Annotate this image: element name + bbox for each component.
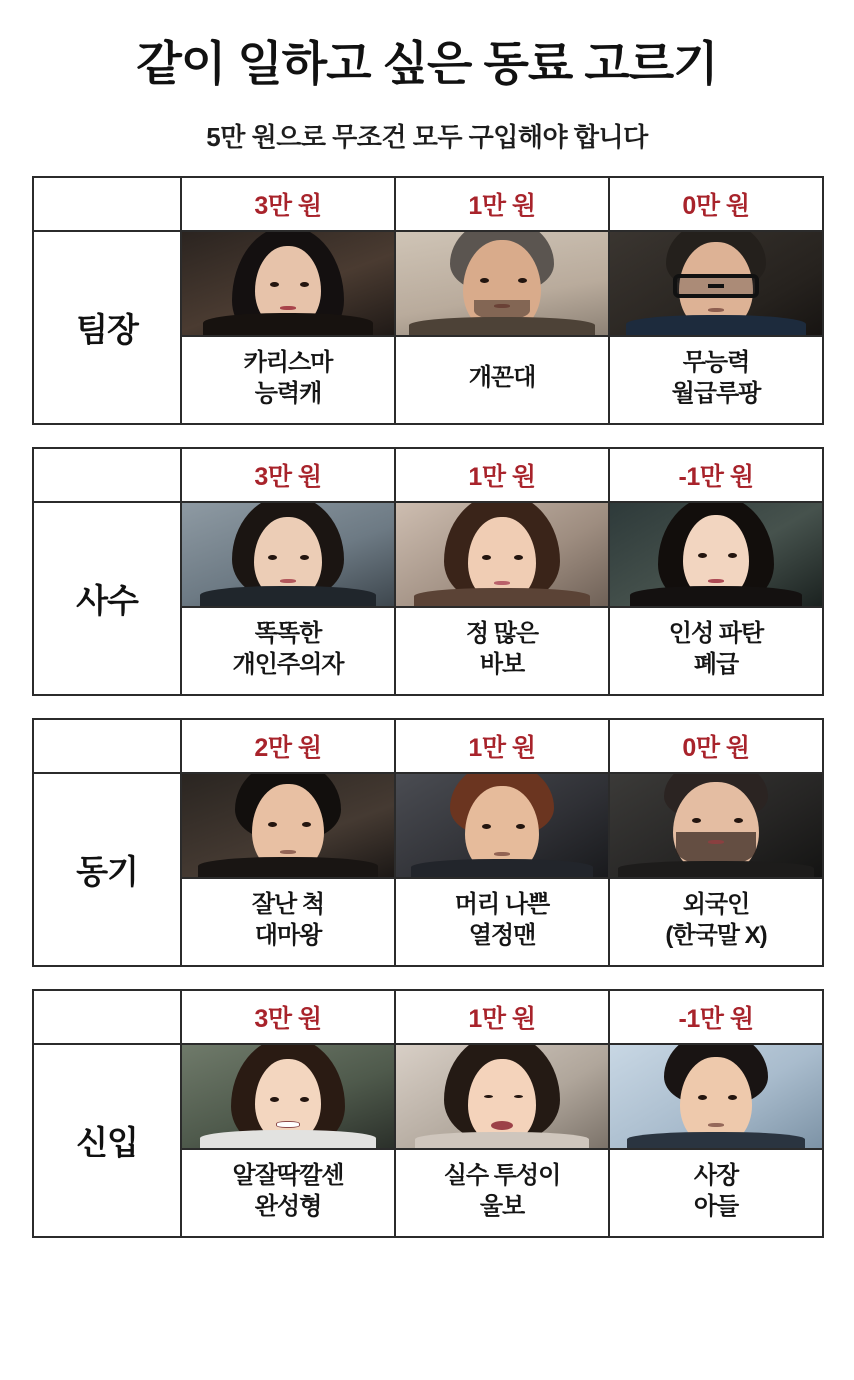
candidate-cell — [609, 1044, 823, 1237]
price-label: -1만 원 — [678, 1004, 754, 1033]
caption-line-2: 완성형 — [254, 1192, 322, 1220]
price-label: 1만 원 — [468, 191, 536, 220]
caption-line-1: 알잘딱깔센 — [232, 1161, 344, 1189]
price-label: 1만 원 — [468, 1004, 536, 1033]
price-row — [33, 990, 823, 1044]
group-table — [32, 176, 824, 425]
portrait-woman-charismatic — [182, 232, 394, 337]
candidate-cell — [181, 773, 395, 966]
group-table — [32, 718, 824, 967]
candidate-caption — [396, 879, 608, 965]
caption-line-2: 아들 — [693, 1192, 739, 1220]
caption-line-1: 카리스마 — [243, 348, 333, 376]
price-cell — [181, 177, 395, 231]
caption-line-2: (한국말 X) — [665, 921, 767, 949]
candidate-caption — [182, 879, 394, 965]
price-cell — [609, 719, 823, 773]
candidate-cell — [609, 502, 823, 695]
candidate-row — [33, 231, 823, 424]
candidate-row — [33, 502, 823, 695]
caption-line-1: 무능력 — [682, 348, 750, 376]
caption-line-1: 잘난 척 — [251, 890, 325, 918]
candidate-cell — [181, 231, 395, 424]
candidate-caption — [396, 608, 608, 694]
portrait-man-brown-hair — [396, 774, 608, 879]
price-row — [33, 448, 823, 502]
candidate-cell — [609, 773, 823, 966]
group-table — [32, 989, 824, 1238]
caption-line-2: 열정맨 — [468, 921, 536, 949]
group-label: 신입 — [33, 1044, 181, 1237]
candidate-cell — [181, 1044, 395, 1237]
caption-line-2: 능력캐 — [254, 379, 322, 407]
group-block — [32, 176, 822, 425]
price-label: 1만 원 — [468, 462, 536, 491]
portrait-man-older-mustache — [396, 232, 608, 337]
portrait-foreign-man-beard — [610, 774, 822, 879]
candidate-cell — [395, 502, 609, 695]
price-row-spacer — [33, 177, 181, 231]
candidate-row — [33, 1044, 823, 1237]
portrait-young-woman-smiling — [182, 1045, 394, 1150]
price-cell — [609, 177, 823, 231]
caption-line-2: 대마왕 — [254, 921, 322, 949]
price-row-spacer — [33, 719, 181, 773]
portrait-woman-short-hair — [182, 503, 394, 608]
candidate-cell — [395, 1044, 609, 1237]
caption-line-2: 개인주의자 — [232, 650, 344, 678]
candidate-cell — [395, 231, 609, 424]
candidate-caption — [182, 1150, 394, 1236]
price-label: 0만 원 — [682, 733, 750, 762]
page-title: 같이 일하고 싶은 동료 고르기 — [136, 37, 718, 90]
price-row-spacer — [33, 990, 181, 1044]
caption-line-1: 머리 나쁜 — [454, 890, 550, 918]
price-label: 3만 원 — [254, 462, 322, 491]
price-cell — [181, 448, 395, 502]
candidate-cell — [609, 231, 823, 424]
price-label: -1만 원 — [678, 462, 754, 491]
group-table — [32, 447, 824, 696]
price-label: 1만 원 — [468, 733, 536, 762]
group-label: 사수 — [33, 502, 181, 695]
group-label: 팀장 — [33, 231, 181, 424]
price-label: 3만 원 — [254, 1004, 322, 1033]
candidate-caption — [610, 337, 822, 423]
portrait-woman-teary — [396, 503, 608, 608]
price-cell — [609, 990, 823, 1044]
group-block — [32, 718, 822, 967]
candidate-caption — [182, 608, 394, 694]
portrait-young-man-smug — [182, 774, 394, 879]
candidate-caption — [396, 337, 608, 423]
portrait-woman-dark-hair — [610, 503, 822, 608]
price-row-spacer — [33, 448, 181, 502]
candidate-row — [33, 773, 823, 966]
caption-line-1: 개꼰대 — [468, 364, 536, 392]
candidate-caption — [610, 879, 822, 965]
price-cell — [181, 719, 395, 773]
price-cell — [609, 448, 823, 502]
caption-line-2: 울보 — [479, 1192, 525, 1220]
price-row — [33, 719, 823, 773]
candidate-cell — [395, 773, 609, 966]
caption-line-1: 인성 파탄 — [668, 619, 764, 647]
caption-line-1: 외국인 — [682, 890, 750, 918]
image-root — [0, 38, 854, 1380]
caption-line-1: 정 많은 — [465, 619, 539, 647]
groups-container — [32, 176, 822, 1238]
candidate-caption — [610, 1150, 822, 1236]
candidate-caption — [610, 608, 822, 694]
price-cell — [395, 177, 609, 231]
page-subtitle: 5만 원으로 무조건 모두 구입해야 합니다 — [206, 121, 648, 152]
price-row — [33, 177, 823, 231]
price-cell — [395, 990, 609, 1044]
candidate-caption — [396, 1150, 608, 1236]
caption-line-2: 폐급 — [693, 650, 739, 678]
portrait-young-woman-crying — [396, 1045, 608, 1150]
group-block — [32, 447, 822, 696]
group-block — [32, 989, 822, 1238]
candidate-cell — [181, 502, 395, 695]
price-label: 3만 원 — [254, 191, 322, 220]
group-label: 동기 — [33, 773, 181, 966]
caption-line-1: 똑똑한 — [254, 619, 322, 647]
price-cell — [395, 448, 609, 502]
price-label: 0만 원 — [682, 191, 750, 220]
portrait-young-man-ceo-son — [610, 1045, 822, 1150]
caption-line-1: 사장 — [693, 1161, 739, 1189]
candidate-caption — [182, 337, 394, 423]
price-cell — [395, 719, 609, 773]
price-label: 2만 원 — [254, 733, 322, 762]
caption-line-2: 월급루팡 — [671, 379, 761, 407]
caption-line-2: 바보 — [479, 650, 525, 678]
portrait-man-glasses — [610, 232, 822, 337]
price-cell — [181, 990, 395, 1044]
caption-line-1: 실수 투성이 — [443, 1161, 561, 1189]
